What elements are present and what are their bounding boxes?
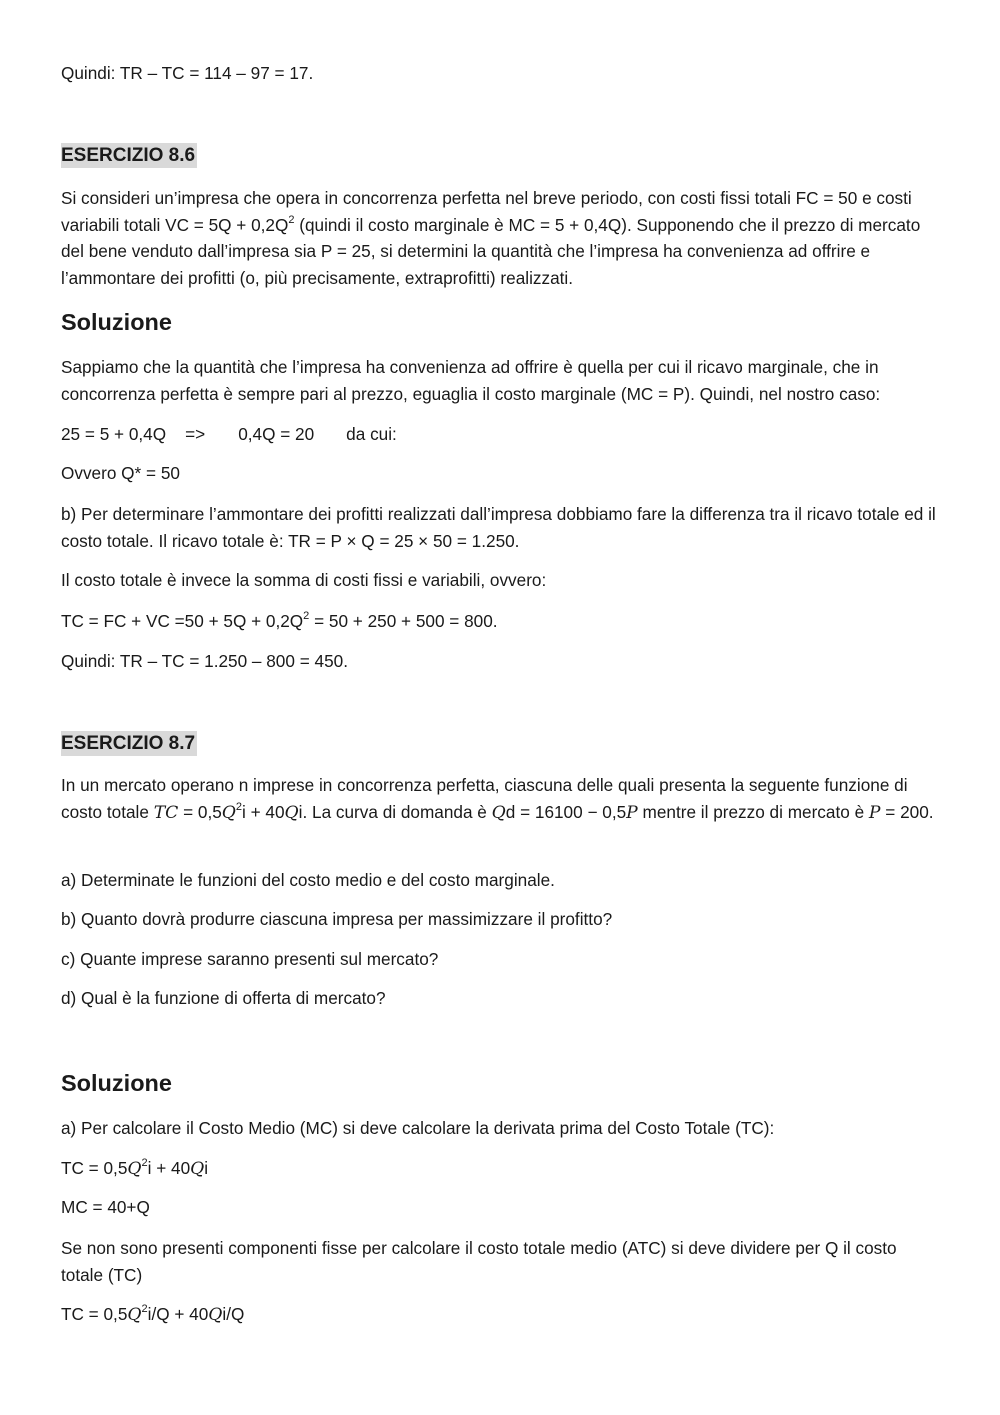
solution-8-7-paragraph-atc: Se non sono presenti componenti fisse per calcolare il costo totale medio (ATC) si deve dividere per Q il costo totale (TC) <box>61 1238 897 1285</box>
question-d: d) Qual è la funzione di offerta di mercato? <box>61 988 386 1008</box>
exercise-8-6-heading: ESERCIZIO 8.6 <box>61 145 196 166</box>
question-c: c) Quante imprese saranno presenti sul mercato? <box>61 949 439 969</box>
question-a: a) Determinate le funzioni del costo medio e del costo marginale. <box>61 870 555 890</box>
solution-8-6-title: Soluzione <box>61 309 172 335</box>
question-b: b) Quanto dovrà produrre ciascuna impresa per massimizzare il profitto? <box>61 909 613 929</box>
solution-8-6-paragraph-2: b) Per determinare l’ammontare dei profitti realizzati dall’impresa dobbiamo fare la differenza tra il ricavo totale ed il costo totale. Il ricavo totale è: TR = P × Q = 25 × 50 = 1.250. <box>61 504 936 551</box>
equation-marginal-cost: 25 = 5 + 0,4Q => 0,4Q = 20 da cui: <box>61 424 397 444</box>
equation-tc: TC = $0,5Q^2i + 40Qi$ <box>61 1157 209 1179</box>
solution-8-7-paragraph-a: a) Per calcolare il Costo Medio (MC) si deve calcolare la derivata prima del Costo Totale (TC): <box>61 1118 775 1138</box>
exercise-8-7-heading: ESERCIZIO 8.7 <box>61 733 196 754</box>
previous-result-line: Quindi: TR – TC = 114 – 97 = 17. <box>61 63 314 83</box>
equation-total-cost: TC = FC + VC $=50 + 5Q + 0,2Q^2 = 50 + 250 + 500 = 800$. <box>61 610 498 631</box>
equation-profit: Quindi: TR – TC = 1.250 – 800 = 450. <box>61 651 348 671</box>
equation-atc: TC = $0,5Q^2i/Q + 40Qi/Q$ <box>61 1303 245 1325</box>
solution-8-6-paragraph-1: Sappiamo che la quantità che l’impresa ha convenienza ad offrire è quella per cui il ricavo marginale, che in concorrenza perfetta è sempre pari al prezzo, eguaglia il costo marginale (MC = P). Quindi, nel nostro caso: <box>61 357 881 404</box>
exercise-8-7-text: In un mercato operano n imprese in concorrenza perfetta, ciascuna delle quali presenta la seguente funzione di costo totale TC = $0,5Q^2i + 40Qi$. La curva di domanda è Qd = 16100 − 0,5P mentre il prezzo di mercato è P = 200. <box>61 775 934 823</box>
equation-mc: MC = 40+Q <box>61 1197 150 1217</box>
exercise-8-6-text: Si consideri un’impresa che opera in concorrenza perfetta nel breve periodo, con costi fissi totali FC = 50 e costi variabili totali VC = $5Q + 0,2Q^2$ (quindi il costo marginale è MC = 5 + 0,4Q). Supponendo che il prezzo di mercato del bene venduto dall’impresa sia P = 25, si determini la quantità che l’impresa ha convenienza ad offrire e l’ammontare dei profitti (o, più precisamente, extraprofitti) realizzati. <box>61 188 921 288</box>
solution-8-6-paragraph-3: Il costo totale è invece la somma di costi fissi e variabili, ovvero: <box>61 570 547 590</box>
solution-8-7-title: Soluzione <box>61 1070 172 1096</box>
equation-quantity: Ovvero Q* = 50 <box>61 463 180 483</box>
